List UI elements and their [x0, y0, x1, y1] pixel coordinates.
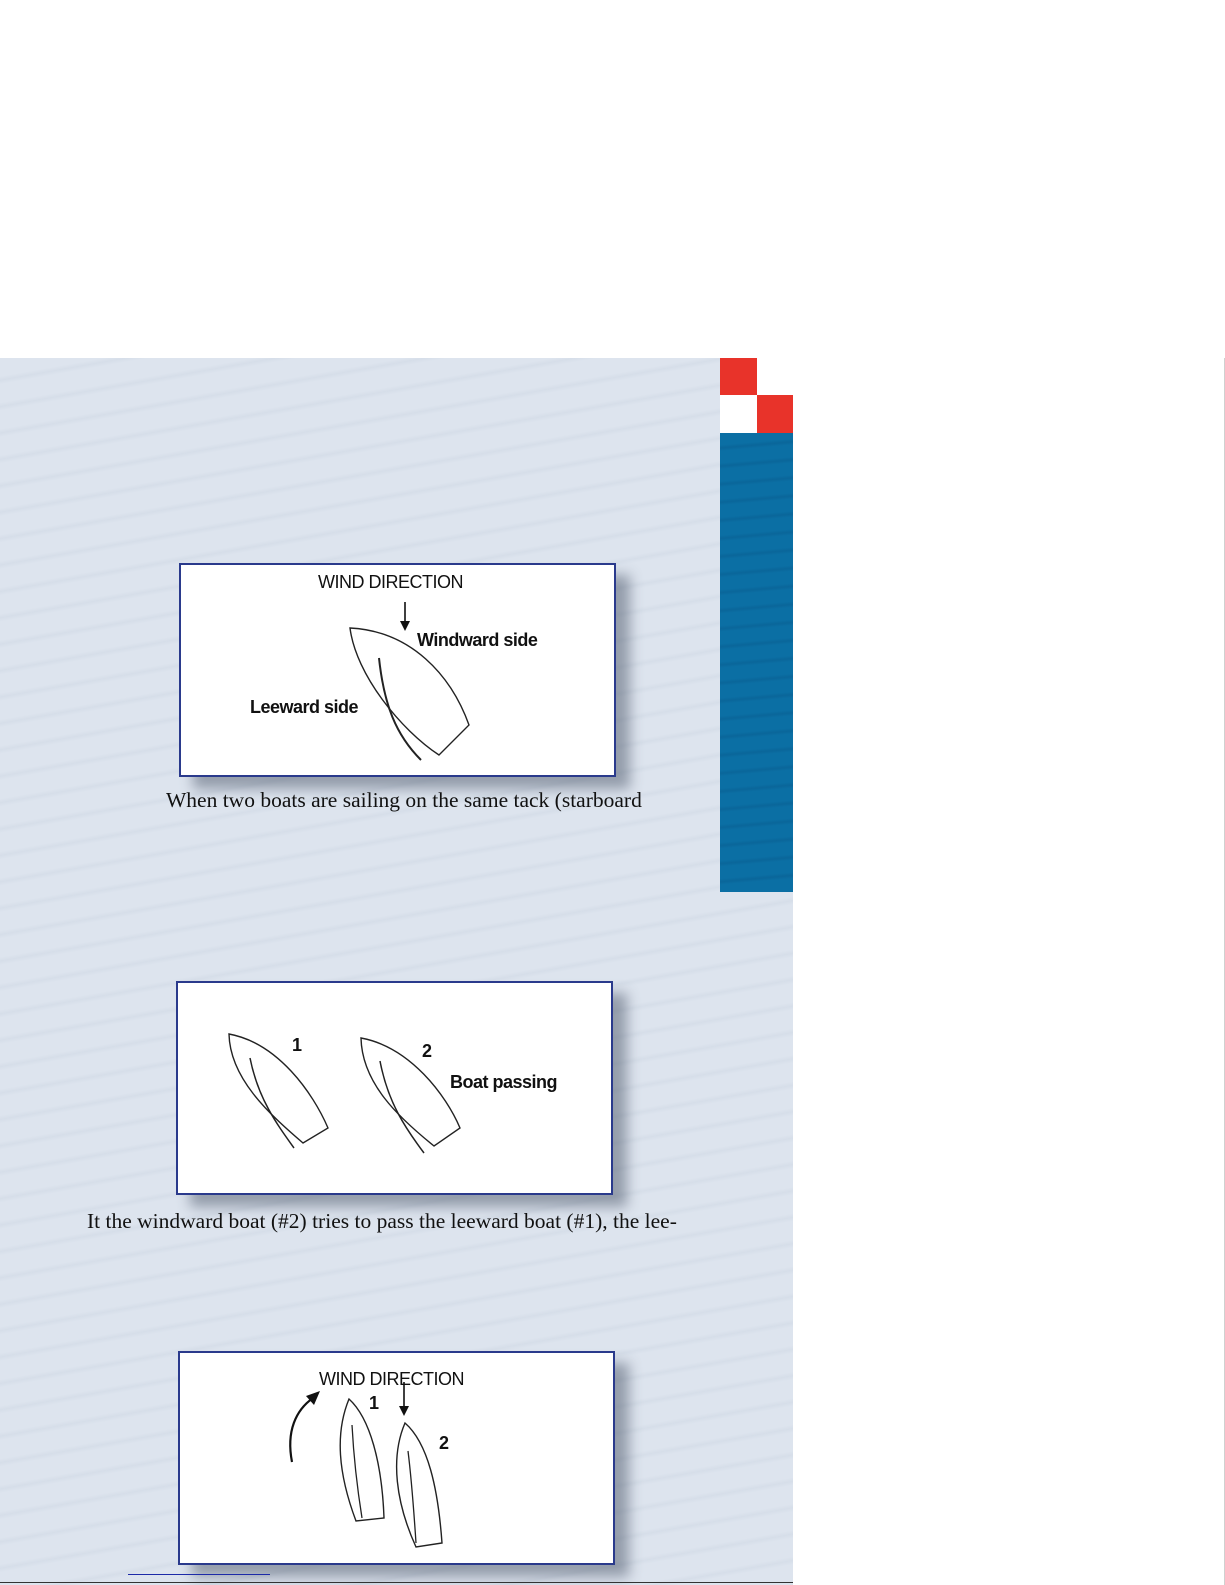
- boat-1-sail-icon: [250, 1058, 294, 1148]
- checker-flag-square: [720, 358, 757, 395]
- footer-link-underline[interactable]: [128, 1574, 270, 1575]
- chapter-tab: [720, 433, 793, 892]
- boat-2-sail-icon: [380, 1061, 424, 1153]
- boat-2-label: 2: [422, 1041, 432, 1061]
- wind-arrow-icon: [399, 1406, 409, 1416]
- boat-passing-label: Boat passing: [450, 1072, 558, 1092]
- checker-flag-square: [757, 358, 793, 395]
- figure-boat-passing: [176, 981, 613, 1195]
- boat-1-label: 1: [292, 1035, 302, 1055]
- caption-same-tack: When two boats are sailing on the same tack (starboard: [166, 788, 642, 812]
- wind-arrow-icon: [400, 621, 410, 631]
- boat-1-sail-icon: [352, 1425, 362, 1518]
- boat-1-label: 1: [369, 1393, 379, 1413]
- caption-windward-pass: It the windward boat (#2) tries to pass the leeward boat (#1), the lee-: [87, 1209, 677, 1233]
- footer-rule: [0, 1582, 793, 1583]
- turn-arrow-icon: [290, 1398, 313, 1462]
- checker-flag-square: [720, 395, 757, 433]
- boat-1-hull-icon: [340, 1399, 384, 1521]
- figure-wind-sides: [179, 563, 616, 777]
- boat-2-label: 2: [439, 1433, 449, 1453]
- windward-side-label: Windward side: [417, 630, 538, 650]
- wind-sides-illustration: [181, 565, 614, 775]
- boat-2-hull-icon: [361, 1038, 460, 1146]
- sail-icon: [379, 658, 421, 760]
- leeward-side-label: Leeward side: [250, 697, 359, 717]
- figure-leeward-luffing: [178, 1351, 615, 1565]
- checker-flag-square: [757, 395, 793, 433]
- wind-direction-label: WIND DIRECTION: [318, 572, 463, 592]
- boat-2-hull-icon: [397, 1423, 442, 1547]
- wind-direction-label: WIND DIRECTION: [319, 1369, 464, 1389]
